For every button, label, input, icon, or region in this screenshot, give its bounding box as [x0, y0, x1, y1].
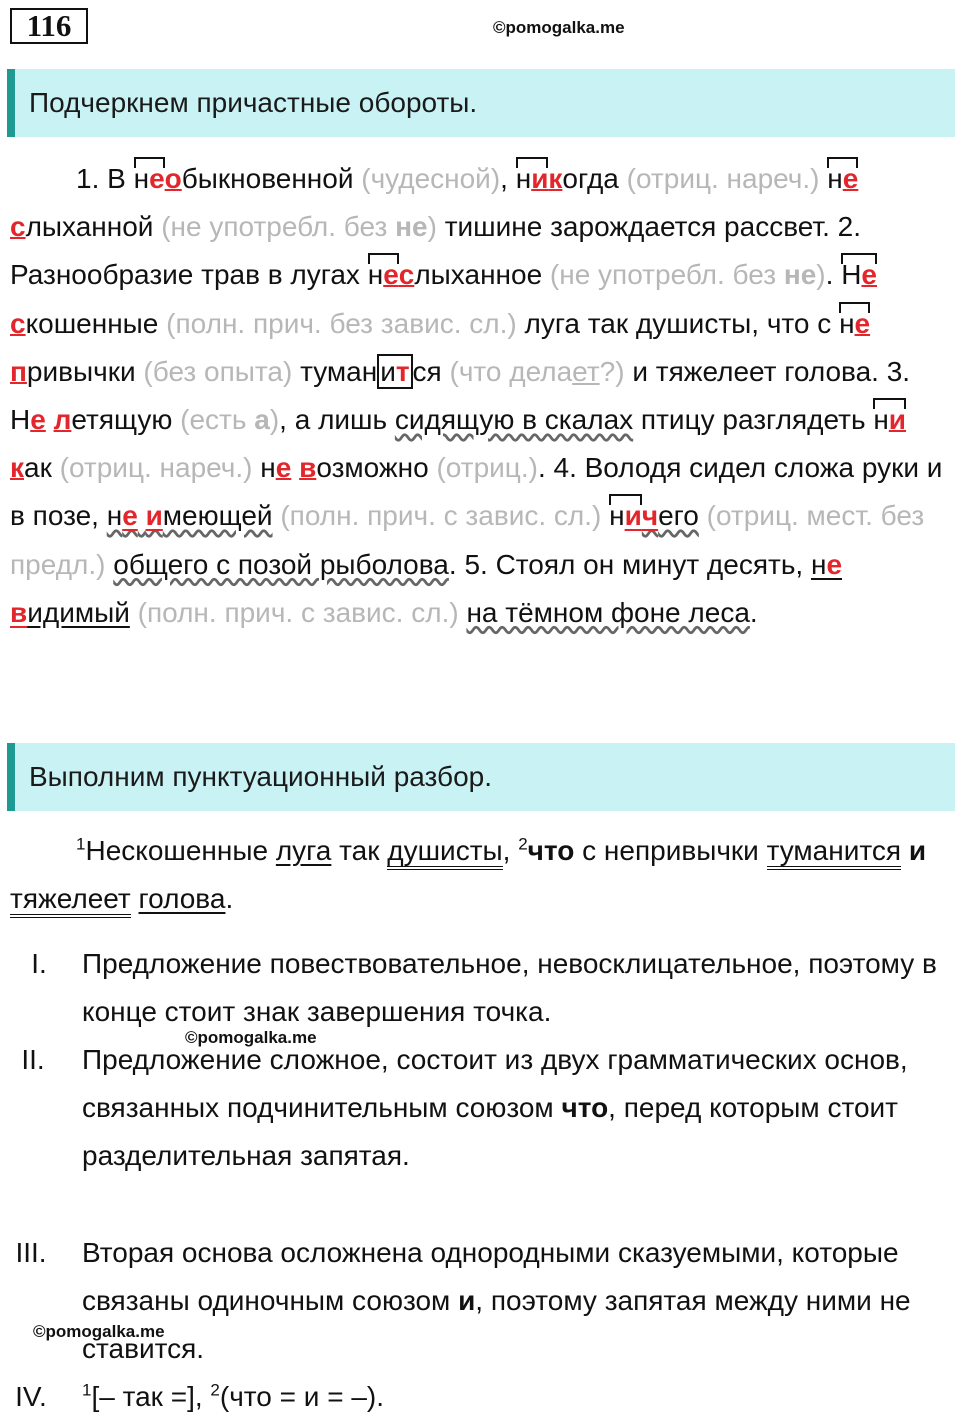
- item-numeral: III.: [15, 1237, 47, 1268]
- item-text: Предложение сложное, состоит из двух грамматических основ, связанных подчинительным союзом что, перед которым стоит разделительная запятая.: [82, 1044, 908, 1172]
- item-text: Вторая основа осложнена однородными сказуемыми, которые связаны одиночным союзом и, поэтому запятая между ними не ставится.: [82, 1237, 911, 1365]
- main-text: 1. В необыкновенной (чудесной), никогда (отриц. нареч.) неслыханной (не употребл. без не) тишине зарождается рассвет. 2. Разнообразие трав в лугах неслыханное (не употребл. без не). Нескошенные (полн. прич. без завис. сл.) луга так душисты, что с непривычки (без опыта) туман ит ся (что делает?) и тяжелеет голова. 3. Не летящую (есть а), а лишь сидящую в скалах птицу разглядеть никак (отриц. нареч.) не возможно (отриц.). 4. Володя сидел сложа руки и в позе, не имеющей (полн. прич. с завис. сл.) ничего (отриц. мест. без предл.) общего с позой рыболова. 5. Стоял он минут десять, не видимый (полн. прич. с завис. сл.) на тёмном фоне леса.: [10, 155, 945, 637]
- watermark-middle: ©pomogalka.me: [185, 1028, 317, 1047]
- exercise-number: 116: [10, 8, 88, 44]
- section-punctuation-analysis: [7, 743, 955, 811]
- section-title: Выполним пунктуационный разбор.: [29, 761, 493, 792]
- section-participial-phrases: [7, 69, 955, 137]
- analysis-sentence: $^1$Нескошенные луга так душисты, $^2$что с непривычки туманится и тяжелеет голова.: [10, 827, 945, 923]
- item-numeral: I.: [31, 948, 47, 979]
- item-numeral: IV.: [15, 1381, 47, 1412]
- watermark-bottom: ©pomogalka.me: [33, 1322, 165, 1341]
- item-text: Предложение повествовательное, невосклицательное, поэтому в конце стоит знак завершения точка.: [82, 948, 937, 1028]
- watermark-top: ©pomogalka.me: [493, 18, 625, 37]
- section-title: Подчеркнем причастные обороты.: [29, 87, 478, 118]
- clause-scheme: $^1$[– так =], $^2$(что = и = –).: [82, 1380, 385, 1412]
- item-numeral: II.: [21, 1044, 45, 1075]
